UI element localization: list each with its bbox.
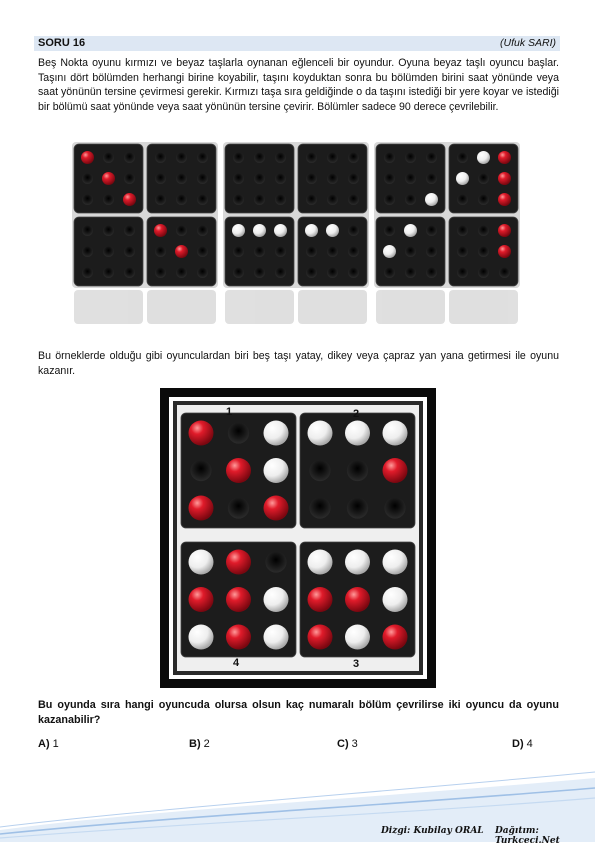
empty-hole	[384, 173, 395, 184]
example-boards-photo	[72, 140, 524, 330]
red-piece	[189, 587, 214, 612]
option-c-letter: C)	[337, 738, 349, 750]
empty-hole	[384, 152, 395, 163]
empty-hole	[228, 422, 249, 443]
red-piece	[81, 151, 94, 164]
white-piece	[383, 245, 396, 258]
white-piece	[345, 421, 370, 446]
main-board-quadrant-1	[181, 413, 296, 528]
empty-hole	[155, 152, 166, 163]
red-piece	[498, 151, 511, 164]
empty-hole	[254, 194, 265, 205]
empty-hole	[124, 152, 135, 163]
example-2-quadrant-4	[298, 217, 367, 286]
example-1-quadrant-2	[147, 144, 216, 213]
intro-paragraph: Beş Nokta oyunu kırmızı ve beyaz taşlarla oynanan eğlenceli bir oyundur. Oyuna beyaz taşlı oyuncu başlar. Taşını dört bölümden herhangi birine koyabilir, taşını koyduktan sonra bu bölümden birini saat yönünde veya saat yönünün tersine çevirmesi gerekir. Kırmızı taşa sıra geldiğinde o da taşını istediği bir yere koyar ve istediği bir bölümü saat yönünde veya saat yönünün tersine çevirir. Bölümler sadece 90 derece çevrilebilir.	[38, 57, 559, 113]
option-c-text: 3	[351, 738, 358, 750]
empty-hole	[457, 246, 468, 257]
empty-hole	[426, 267, 437, 278]
empty-hole	[457, 194, 468, 205]
question-header	[34, 36, 560, 51]
empty-hole	[405, 194, 416, 205]
empty-hole	[348, 194, 359, 205]
quadrant-label-4: 4	[233, 657, 240, 669]
red-piece	[175, 245, 188, 258]
red-piece	[102, 172, 115, 185]
empty-hole	[197, 246, 208, 257]
empty-hole	[348, 225, 359, 236]
red-piece	[226, 625, 251, 650]
empty-hole	[499, 267, 510, 278]
empty-hole	[457, 152, 468, 163]
empty-hole	[103, 152, 114, 163]
empty-hole	[124, 246, 135, 257]
empty-hole	[233, 173, 244, 184]
empty-hole	[254, 267, 265, 278]
empty-hole	[348, 173, 359, 184]
empty-hole	[327, 194, 338, 205]
empty-hole	[176, 152, 187, 163]
example-3-quadrant-3	[376, 217, 445, 286]
empty-hole	[275, 194, 286, 205]
quadrant-label-3: 3	[353, 658, 360, 670]
white-piece	[345, 625, 370, 650]
empty-hole	[405, 152, 416, 163]
white-piece	[232, 224, 245, 237]
reflection-plate	[298, 290, 367, 324]
empty-hole	[309, 460, 330, 481]
empty-hole	[275, 173, 286, 184]
empty-hole	[197, 173, 208, 184]
white-piece	[274, 224, 287, 237]
empty-hole	[405, 267, 416, 278]
red-piece	[498, 245, 511, 258]
empty-hole	[82, 267, 93, 278]
white-piece	[253, 224, 266, 237]
empty-hole	[306, 246, 317, 257]
white-piece	[404, 224, 417, 237]
empty-hole	[155, 173, 166, 184]
empty-hole	[426, 246, 437, 257]
empty-hole	[306, 267, 317, 278]
empty-hole	[82, 246, 93, 257]
empty-hole	[478, 194, 489, 205]
empty-hole	[233, 267, 244, 278]
example-3-quadrant-1	[376, 144, 445, 213]
main-board-quadrant-3	[300, 542, 415, 657]
empty-hole	[254, 173, 265, 184]
empty-hole	[275, 246, 286, 257]
empty-hole	[254, 152, 265, 163]
empty-hole	[103, 267, 114, 278]
red-piece	[189, 421, 214, 446]
empty-hole	[82, 194, 93, 205]
red-piece	[264, 496, 289, 521]
red-piece	[383, 458, 408, 483]
option-b[interactable]	[189, 738, 210, 750]
option-a[interactable]	[38, 738, 59, 750]
red-piece	[154, 224, 167, 237]
question-text: Bu oyunda sıra hangi oyuncuda olursa olsun kaç numaralı bölüm çevrilirse iki oyuncu da oyunu kazanabilir?	[38, 699, 559, 726]
empty-hole	[457, 267, 468, 278]
white-piece	[189, 550, 214, 575]
question-number: SORU 16	[38, 37, 86, 49]
empty-hole	[478, 225, 489, 236]
white-piece	[264, 421, 289, 446]
main-board-quadrant-2	[300, 413, 415, 528]
empty-hole	[233, 152, 244, 163]
empty-hole	[327, 152, 338, 163]
option-a-text: 1	[52, 738, 59, 750]
red-piece	[226, 550, 251, 575]
red-piece	[226, 587, 251, 612]
example-2-quadrant-3	[225, 217, 294, 286]
empty-hole	[384, 497, 405, 518]
empty-hole	[197, 267, 208, 278]
red-piece	[308, 587, 333, 612]
empty-hole	[426, 225, 437, 236]
empty-hole	[405, 246, 416, 257]
example-3-quadrant-4	[449, 217, 518, 286]
empty-hole	[457, 225, 468, 236]
empty-hole	[426, 152, 437, 163]
red-piece	[123, 193, 136, 206]
red-piece	[189, 496, 214, 521]
example-1-quadrant-1	[74, 144, 143, 213]
empty-hole	[197, 152, 208, 163]
example-2-quadrant-2	[298, 144, 367, 213]
red-piece	[226, 458, 251, 483]
empty-hole	[233, 194, 244, 205]
option-b-text: 2	[203, 738, 210, 750]
white-piece	[456, 172, 469, 185]
empty-hole	[197, 194, 208, 205]
empty-hole	[309, 497, 330, 518]
empty-hole	[275, 152, 286, 163]
empty-hole	[478, 267, 489, 278]
empty-hole	[103, 246, 114, 257]
designer-credit: Dizgi: Kubilay ORAL	[381, 826, 484, 836]
empty-hole	[327, 246, 338, 257]
red-piece	[345, 587, 370, 612]
empty-hole	[176, 173, 187, 184]
white-piece	[383, 587, 408, 612]
example-paragraph: Bu örneklerde olduğu gibi oyunculardan biri beş taşı yatay, dikey veya çapraz yan yana getirmesi ile oyunu kazanır.	[38, 350, 559, 377]
question-author: (Ufuk SARI)	[499, 37, 556, 49]
main-board-photo	[160, 388, 436, 688]
empty-hole	[82, 225, 93, 236]
option-a-letter: A)	[38, 738, 50, 750]
white-piece	[305, 224, 318, 237]
empty-hole	[254, 246, 265, 257]
red-piece	[308, 625, 333, 650]
empty-hole	[327, 267, 338, 278]
empty-hole	[155, 194, 166, 205]
board-reflection	[74, 290, 216, 324]
empty-hole	[103, 194, 114, 205]
empty-hole	[124, 225, 135, 236]
white-piece	[383, 421, 408, 446]
reflection-plate	[147, 290, 216, 324]
white-piece	[326, 224, 339, 237]
empty-hole	[155, 267, 166, 278]
empty-hole	[384, 267, 395, 278]
white-piece	[189, 625, 214, 650]
empty-hole	[306, 194, 317, 205]
empty-hole	[384, 194, 395, 205]
white-piece	[308, 421, 333, 446]
empty-hole	[103, 225, 114, 236]
example-2-quadrant-1	[225, 144, 294, 213]
empty-hole	[306, 152, 317, 163]
empty-hole	[265, 551, 286, 572]
empty-hole	[348, 246, 359, 257]
empty-hole	[478, 173, 489, 184]
red-piece	[383, 625, 408, 650]
empty-hole	[384, 225, 395, 236]
reflection-plate	[449, 290, 518, 324]
white-piece	[264, 587, 289, 612]
option-d-letter: D)	[512, 738, 524, 750]
empty-hole	[348, 152, 359, 163]
red-piece	[498, 224, 511, 237]
reflection-plate	[74, 290, 143, 324]
empty-hole	[348, 267, 359, 278]
empty-hole	[176, 194, 187, 205]
white-piece	[425, 193, 438, 206]
white-piece	[383, 550, 408, 575]
empty-hole	[347, 497, 368, 518]
example-1-quadrant-3	[74, 217, 143, 286]
empty-hole	[197, 225, 208, 236]
red-piece	[498, 193, 511, 206]
board-reflection	[225, 290, 367, 324]
option-d[interactable]	[512, 738, 533, 750]
empty-hole	[405, 173, 416, 184]
empty-hole	[327, 173, 338, 184]
distributor-credit: Dağıtım: Turkceci.Net	[495, 826, 560, 846]
white-piece	[264, 458, 289, 483]
reflection-plate	[225, 290, 294, 324]
empty-hole	[190, 460, 211, 481]
empty-hole	[176, 225, 187, 236]
empty-hole	[124, 173, 135, 184]
empty-hole	[426, 173, 437, 184]
empty-hole	[228, 497, 249, 518]
white-piece	[264, 625, 289, 650]
empty-hole	[176, 267, 187, 278]
quadrant-label-1: 1	[226, 406, 233, 418]
white-piece	[477, 151, 490, 164]
empty-hole	[82, 173, 93, 184]
white-piece	[345, 550, 370, 575]
option-b-letter: B)	[189, 738, 201, 750]
red-piece	[498, 172, 511, 185]
empty-hole	[306, 173, 317, 184]
example-1-quadrant-4	[147, 217, 216, 286]
empty-hole	[124, 267, 135, 278]
empty-hole	[478, 246, 489, 257]
option-d-text: 4	[526, 738, 533, 750]
board-reflection	[376, 290, 518, 324]
white-piece	[308, 550, 333, 575]
reflection-plate	[376, 290, 445, 324]
empty-hole	[275, 267, 286, 278]
option-c[interactable]	[337, 738, 358, 750]
main-board-quadrant-4	[181, 542, 296, 657]
empty-hole	[347, 460, 368, 481]
quadrant-label-2: 2	[353, 408, 360, 420]
empty-hole	[155, 246, 166, 257]
empty-hole	[233, 246, 244, 257]
example-3-quadrant-2	[449, 144, 518, 213]
